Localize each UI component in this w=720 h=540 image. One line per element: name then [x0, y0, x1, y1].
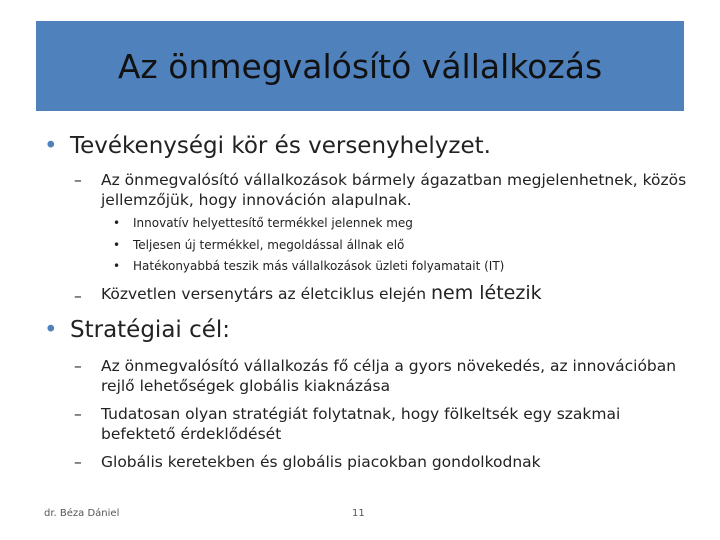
bullet-dot-icon: • — [113, 238, 121, 252]
dash-icon: – — [74, 171, 82, 189]
page-number: 11 — [352, 508, 365, 519]
title-bar — [36, 21, 684, 111]
footer-author: dr. Béza Dániel — [44, 508, 120, 519]
list-item-text: Globális keretekben és globális piacokban gondolkodnak — [101, 453, 541, 471]
list-item-text: Az önmegvalósító vállalkozás fő célja a gyors növekedés, az innovációban rejlő lehetőségek globális kiaknázása — [101, 357, 677, 395]
dash-icon: – — [74, 453, 82, 471]
sub-list-item-text: Innovatív helyettesítő termékkel jelennek meg — [133, 216, 413, 230]
list-item — [74, 170, 694, 210]
sub-list-item — [113, 258, 504, 275]
section-heading-text: Tevékenységi kör és versenyhelyzet. — [70, 133, 491, 159]
list-item — [74, 404, 694, 444]
section-heading-text: Stratégiai cél: — [70, 317, 231, 343]
section-heading — [44, 133, 491, 159]
dash-icon: – — [74, 405, 82, 423]
sub-list-item — [113, 215, 413, 232]
list-item-text: Az önmegvalósító vállalkozások bármely ágazatban megjelenhetnek, közös jellemzőjük, hogy innováción alapulnak. — [101, 171, 687, 209]
slide-title: Az önmegvalósító vállalkozás — [117, 46, 603, 86]
section-heading — [44, 317, 230, 343]
list-item — [74, 283, 694, 304]
list-item-text: Tudatosan olyan stratégiát folytatnak, hogy fölkeltsék egy szakmai befektető érdeklődését — [101, 405, 621, 443]
sub-list-item-text: Hatékonyabbá teszik más vállalkozások üzleti folyamatait (IT) — [133, 259, 505, 273]
bullet-dot-icon: • — [113, 216, 121, 230]
emphasis-text: nem létezik — [430, 282, 542, 304]
dash-icon: – — [74, 357, 82, 375]
bullet-dot-icon: • — [113, 259, 121, 273]
bullet-dot-icon: • — [44, 133, 58, 159]
list-item — [74, 452, 694, 472]
list-item-text: Közvetlen versenytárs az életciklus elején — [101, 285, 427, 303]
list-item — [74, 356, 694, 396]
dash-icon: – — [74, 287, 82, 305]
bullet-dot-icon: • — [44, 317, 58, 343]
sub-list-item — [113, 237, 404, 254]
sub-list-item-text: Teljesen új termékkel, megoldással állnak elő — [133, 238, 405, 252]
